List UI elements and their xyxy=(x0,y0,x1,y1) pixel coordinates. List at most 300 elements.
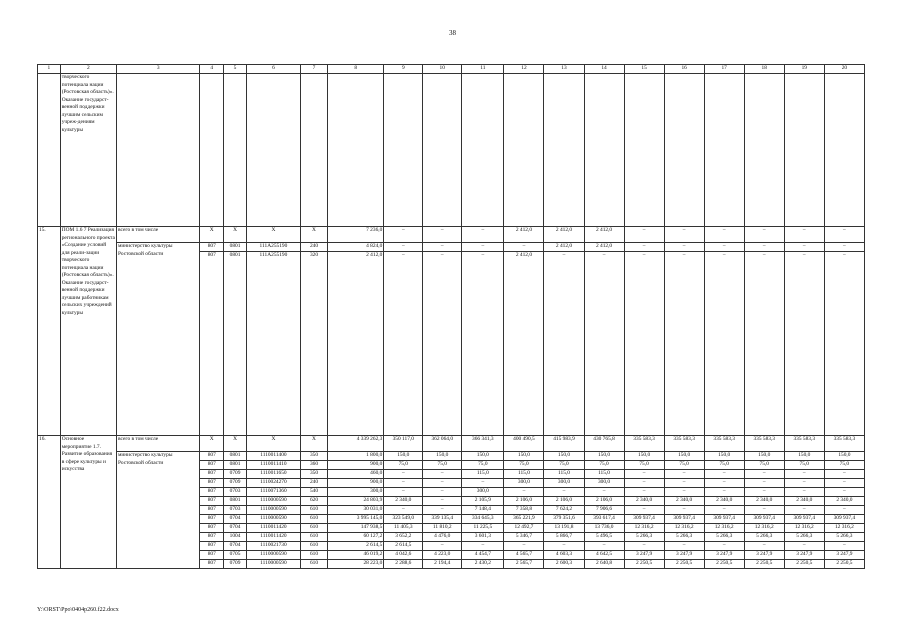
value-cell: – xyxy=(824,243,864,252)
code-cell: 0704 xyxy=(224,542,247,551)
value-cell: 115,0 xyxy=(544,470,584,479)
value-cell: – xyxy=(824,470,864,479)
code-cell: 610 xyxy=(300,560,327,569)
value-cell: – xyxy=(664,479,704,488)
code-cell: 807 xyxy=(200,452,224,461)
value-cell: 415 983,9 xyxy=(544,436,584,452)
value-cell: 335 583,3 xyxy=(784,436,824,452)
value-cell: 379 351,6 xyxy=(544,515,584,524)
code-cell: 240 xyxy=(300,479,327,488)
value-cell: 2 250,5 xyxy=(784,560,824,569)
column-header: 9 xyxy=(384,65,423,74)
code-cell: 1110000590 xyxy=(246,506,300,515)
column-header: 4 xyxy=(200,65,224,74)
value-cell: – xyxy=(784,506,824,515)
column-header: 3 xyxy=(117,65,200,74)
value-cell: 12 316,2 xyxy=(664,524,704,533)
value-cell: – xyxy=(504,542,544,551)
code-cell: 350 xyxy=(300,470,327,479)
value-cell: – xyxy=(824,252,864,436)
value-cell: 2 614,5 xyxy=(384,542,423,551)
value-cell: 2 106,0 xyxy=(544,497,584,506)
code-cell: 807 xyxy=(200,542,224,551)
value-cell: – xyxy=(784,252,824,436)
value-cell: – xyxy=(824,479,864,488)
value-cell: – xyxy=(784,243,824,252)
code-cell: 610 xyxy=(300,542,327,551)
code-cell: 807 xyxy=(200,488,224,497)
executor-ministry: министерство культуры Ростовской области xyxy=(117,243,200,436)
code-cell: X xyxy=(224,436,247,452)
value-cell: 7 236,0 xyxy=(328,227,384,243)
value-cell: 2 340,0 xyxy=(824,497,864,506)
value-cell: – xyxy=(384,479,423,488)
value-cell: 75,0 xyxy=(462,461,504,470)
value-cell: – xyxy=(384,470,423,479)
value-cell: – xyxy=(664,252,704,436)
value-cell: 339 135,4 xyxy=(423,515,462,524)
value-cell: 75,0 xyxy=(624,461,664,470)
value-cell: 4 042,6 xyxy=(384,551,423,560)
code-cell: 1110000590 xyxy=(246,551,300,560)
value-cell: 5 266,3 xyxy=(744,533,784,542)
value-cell: – xyxy=(784,479,824,488)
value-cell: 323 549,0 xyxy=(384,515,423,524)
value-cell: 12 316,2 xyxy=(704,524,744,533)
value-cell: 75,0 xyxy=(744,461,784,470)
value-cell: 5 266,3 xyxy=(824,533,864,542)
code-cell: 1110011400 xyxy=(246,452,300,461)
code-cell: 610 xyxy=(300,524,327,533)
code-cell: 240 xyxy=(300,243,327,252)
value-cell: – xyxy=(462,243,504,252)
value-cell: – xyxy=(384,243,423,252)
value-cell: – xyxy=(784,542,824,551)
code-cell: 350 xyxy=(300,452,327,461)
value-cell: 335 583,3 xyxy=(744,436,784,452)
code-cell: 0703 xyxy=(224,488,247,497)
value-cell: – xyxy=(584,542,624,551)
value-cell: 75,0 xyxy=(824,461,864,470)
value-cell: 2 340,0 xyxy=(624,497,664,506)
column-header: 20 xyxy=(824,65,864,74)
value-cell: 2 412,0 xyxy=(544,227,584,243)
value-cell: 2 412,0 xyxy=(544,243,584,252)
value-cell: 13 736,0 xyxy=(584,524,624,533)
column-header: 13 xyxy=(544,65,584,74)
value-cell: 12 316,2 xyxy=(824,524,864,533)
value-cell: 393 617,4 xyxy=(584,515,624,524)
code-cell: 1110000590 xyxy=(246,515,300,524)
empty-cell xyxy=(300,74,327,227)
row-total xyxy=(38,227,865,243)
value-cell: 335 583,3 xyxy=(824,436,864,452)
column-header: 10 xyxy=(423,65,462,74)
value-cell: – xyxy=(744,470,784,479)
column-header: 17 xyxy=(704,65,744,74)
value-cell: 309 937,4 xyxy=(784,515,824,524)
value-cell: – xyxy=(384,227,423,243)
footer-file-path: Y:\ORST\Ppo\0404p260.f22.docx xyxy=(37,607,119,613)
value-cell: 4 824,0 xyxy=(328,243,384,252)
value-cell: 300,0 xyxy=(544,479,584,488)
value-cell: 2 250,5 xyxy=(704,560,744,569)
value-cell: 150,0 xyxy=(624,452,664,461)
value-cell: 2 640,8 xyxy=(584,560,624,569)
value-cell: – xyxy=(423,470,462,479)
code-cell: 1110011650 xyxy=(246,470,300,479)
value-cell: 309 937,4 xyxy=(824,515,864,524)
value-cell: 2 412,0 xyxy=(504,227,544,243)
column-header: 5 xyxy=(224,65,247,74)
value-cell: 12 316,2 xyxy=(784,524,824,533)
value-cell: 75,0 xyxy=(584,461,624,470)
value-cell: 3 652,2 xyxy=(384,533,423,542)
code-cell: 610 xyxy=(300,533,327,542)
value-cell: 3 247,9 xyxy=(784,551,824,560)
value-cell: 7 148,4 xyxy=(462,506,504,515)
value-cell: 335 583,3 xyxy=(704,436,744,452)
code-cell: 620 xyxy=(300,497,327,506)
value-cell: 5 866,7 xyxy=(544,533,584,542)
value-cell: 2 412,0 xyxy=(328,252,384,436)
empty-cell xyxy=(784,74,824,227)
value-cell: 335 583,3 xyxy=(624,436,664,452)
value-cell: 30 031,0 xyxy=(328,506,384,515)
value-cell: – xyxy=(384,488,423,497)
column-header: 8 xyxy=(328,65,384,74)
column-header: 19 xyxy=(784,65,824,74)
code-cell: 807 xyxy=(200,515,224,524)
value-cell: 3 247,9 xyxy=(704,551,744,560)
empty-cell xyxy=(246,74,300,227)
value-cell: – xyxy=(423,506,462,515)
value-cell: 75,0 xyxy=(504,461,544,470)
value-cell: – xyxy=(544,542,584,551)
value-cell: 3 247,9 xyxy=(824,551,864,560)
code-cell: 610 xyxy=(300,515,327,524)
value-cell: 150,0 xyxy=(423,452,462,461)
code-cell: X xyxy=(300,436,327,452)
value-cell: 900,0 xyxy=(328,479,384,488)
value-cell: 309 937,4 xyxy=(704,515,744,524)
column-header: 1 xyxy=(38,65,61,74)
value-cell: – xyxy=(744,227,784,243)
value-cell: 150,0 xyxy=(664,452,704,461)
value-cell: 150,0 xyxy=(544,452,584,461)
code-cell: 807 xyxy=(200,470,224,479)
row-total xyxy=(38,436,865,452)
value-cell: – xyxy=(704,479,744,488)
value-cell: – xyxy=(824,488,864,497)
value-cell: 5 266,3 xyxy=(704,533,744,542)
code-cell: 610 xyxy=(300,551,327,560)
value-cell: 2 565,7 xyxy=(504,560,544,569)
value-cell: 3 247,9 xyxy=(624,551,664,560)
code-cell: 1110000590 xyxy=(246,497,300,506)
value-cell: 2 340,0 xyxy=(744,497,784,506)
value-cell: – xyxy=(704,488,744,497)
empty-cell xyxy=(544,74,584,227)
value-cell: 2 106,0 xyxy=(584,497,624,506)
value-cell: 3 247,9 xyxy=(664,551,704,560)
value-cell: 75,0 xyxy=(664,461,704,470)
executor-total: всего в том числе xyxy=(117,227,200,243)
value-cell: 2 250,5 xyxy=(744,560,784,569)
code-cell: 1004 xyxy=(224,533,247,542)
code-cell: 1110071360 xyxy=(246,488,300,497)
value-cell: – xyxy=(462,479,504,488)
value-cell: 4 223,0 xyxy=(423,551,462,560)
value-cell: 4 454,7 xyxy=(462,551,504,560)
value-cell: – xyxy=(664,488,704,497)
code-cell: X xyxy=(300,227,327,243)
value-cell: 2 340,0 xyxy=(384,497,423,506)
code-cell: 0801 xyxy=(224,252,247,436)
code-cell: 540 xyxy=(300,488,327,497)
value-cell: – xyxy=(704,542,744,551)
code-cell: 1110011420 xyxy=(246,524,300,533)
value-cell: 3 247,9 xyxy=(744,551,784,560)
value-cell: – xyxy=(624,252,664,436)
value-cell: – xyxy=(704,252,744,436)
value-cell: 334 645,3 xyxy=(462,515,504,524)
code-cell: 807 xyxy=(200,533,224,542)
code-cell: 807 xyxy=(200,252,224,436)
column-header: 14 xyxy=(584,65,624,74)
value-cell: 2 288,6 xyxy=(384,560,423,569)
value-cell: – xyxy=(784,488,824,497)
value-cell: 2 430,2 xyxy=(462,560,504,569)
value-cell: 5 266,3 xyxy=(664,533,704,542)
value-cell: 11 405,3 xyxy=(384,524,423,533)
code-cell: 0705 xyxy=(224,551,247,560)
value-cell: – xyxy=(744,542,784,551)
value-cell: – xyxy=(824,542,864,551)
value-cell: 3 601,3 xyxy=(462,533,504,542)
value-cell: – xyxy=(704,506,744,515)
value-cell: – xyxy=(423,227,462,243)
value-cell: 335 583,3 xyxy=(664,436,704,452)
value-cell: 7 624,2 xyxy=(544,506,584,515)
code-cell: 0801 xyxy=(224,461,247,470)
code-cell: X xyxy=(246,227,300,243)
value-cell: 309 937,4 xyxy=(664,515,704,524)
column-header: 11 xyxy=(462,65,504,74)
code-cell: 807 xyxy=(200,479,224,488)
column-number-row xyxy=(38,65,865,74)
code-cell: 807 xyxy=(200,506,224,515)
value-cell: 900,0 xyxy=(328,461,384,470)
value-cell: – xyxy=(423,497,462,506)
code-cell: X xyxy=(200,227,224,243)
code-cell: 807 xyxy=(200,497,224,506)
value-cell: – xyxy=(384,506,423,515)
value-cell: – xyxy=(462,542,504,551)
value-cell: – xyxy=(423,488,462,497)
empty-cell xyxy=(462,74,504,227)
code-cell: 807 xyxy=(200,461,224,470)
value-cell: 13 191,8 xyxy=(544,524,584,533)
value-cell: – xyxy=(584,488,624,497)
value-cell: – xyxy=(584,252,624,436)
code-cell: 1110000590 xyxy=(246,560,300,569)
value-cell: 75,0 xyxy=(423,461,462,470)
value-cell: 5 496,5 xyxy=(584,533,624,542)
value-cell: 2 412,0 xyxy=(584,227,624,243)
value-cell: – xyxy=(704,227,744,243)
budget-table xyxy=(37,64,865,569)
value-cell: – xyxy=(744,243,784,252)
empty-cell xyxy=(423,74,462,227)
value-cell: 2 412,0 xyxy=(584,243,624,252)
empty-cell xyxy=(824,74,864,227)
code-cell: 111A255190 xyxy=(246,252,300,436)
value-cell: – xyxy=(384,252,423,436)
value-cell: 7 358,8 xyxy=(504,506,544,515)
code-cell: X xyxy=(224,227,247,243)
value-cell: 12 316,2 xyxy=(744,524,784,533)
value-cell: 2 340,0 xyxy=(704,497,744,506)
code-cell: 360 xyxy=(300,461,327,470)
value-cell: – xyxy=(504,243,544,252)
value-cell: – xyxy=(462,227,504,243)
value-cell: 2 340,0 xyxy=(664,497,704,506)
value-cell: – xyxy=(423,252,462,436)
empty-cell xyxy=(224,74,247,227)
empty-cell xyxy=(384,74,423,227)
row-name-continued: творческого потенциала нации (Ростовская область)». Оказание государст-венной поддержки лучшим сельским учреж-дениям культуры xyxy=(60,74,116,227)
empty-cell xyxy=(200,74,224,227)
value-cell: 365 221,9 xyxy=(504,515,544,524)
page-number: 38 xyxy=(449,29,456,37)
value-cell: – xyxy=(664,243,704,252)
value-cell: – xyxy=(624,227,664,243)
value-cell: – xyxy=(624,542,664,551)
code-cell: 1110011410 xyxy=(246,461,300,470)
value-cell: 2 194,4 xyxy=(423,560,462,569)
row-number: 16. xyxy=(38,436,61,569)
value-cell: 7 906,6 xyxy=(584,506,624,515)
column-header: 12 xyxy=(504,65,544,74)
value-cell: 309 937,4 xyxy=(744,515,784,524)
value-cell: – xyxy=(423,479,462,488)
code-cell: 1110011420 xyxy=(246,533,300,542)
code-cell: 0801 xyxy=(224,497,247,506)
value-cell: 300,0 xyxy=(584,479,624,488)
value-cell: – xyxy=(744,506,784,515)
column-header: 2 xyxy=(60,65,116,74)
column-header: 18 xyxy=(744,65,784,74)
value-cell: 115,0 xyxy=(462,470,504,479)
value-cell: 5 346,7 xyxy=(504,533,544,542)
value-cell: 4 565,7 xyxy=(504,551,544,560)
code-cell: 0703 xyxy=(224,506,247,515)
value-cell: – xyxy=(544,252,584,436)
value-cell: 2 106,0 xyxy=(504,497,544,506)
value-cell: 400 490,5 xyxy=(504,436,544,452)
code-cell: 807 xyxy=(200,243,224,252)
code-cell: 0709 xyxy=(224,560,247,569)
value-cell: – xyxy=(744,252,784,436)
value-cell: 150,0 xyxy=(584,452,624,461)
empty-cell xyxy=(704,74,744,227)
code-cell: 111A255190 xyxy=(246,243,300,252)
value-cell: – xyxy=(664,542,704,551)
value-cell: 150,0 xyxy=(824,452,864,461)
value-cell: – xyxy=(544,488,584,497)
empty-cell xyxy=(504,74,544,227)
code-cell: X xyxy=(246,436,300,452)
value-cell: 4 603,3 xyxy=(544,551,584,560)
value-cell: – xyxy=(423,243,462,252)
value-cell: 75,0 xyxy=(384,461,423,470)
value-cell: 150,0 xyxy=(384,452,423,461)
code-cell: 807 xyxy=(200,551,224,560)
value-cell: – xyxy=(423,542,462,551)
value-cell: 75,0 xyxy=(784,461,824,470)
value-cell: 147 938,5 xyxy=(328,524,384,533)
empty-cell xyxy=(117,74,200,227)
value-cell: 46 019,2 xyxy=(328,551,384,560)
value-cell: – xyxy=(504,488,544,497)
value-cell: – xyxy=(704,470,744,479)
empty-cell xyxy=(328,74,384,227)
value-cell: – xyxy=(744,488,784,497)
empty-cell xyxy=(624,74,664,227)
value-cell: 2 614,5 xyxy=(328,542,384,551)
value-cell: 2 250,5 xyxy=(664,560,704,569)
value-cell: – xyxy=(664,470,704,479)
code-cell: 320 xyxy=(300,252,327,436)
measure-name: ПОМ 1.6 7 Реализация регионального проекта «Создание условий для реали-зации творческого потенциала нации (Ростовская область)». Оказание государст-венной поддержки лучшим работникам сельских учреждений культуры xyxy=(60,227,116,436)
value-cell: 24 803,9 xyxy=(328,497,384,506)
value-cell: 4 642,5 xyxy=(584,551,624,560)
code-cell: 1110021730 xyxy=(246,542,300,551)
continuation-row xyxy=(38,74,865,227)
value-cell: – xyxy=(664,227,704,243)
value-cell: 12 492,7 xyxy=(504,524,544,533)
measure-name: Основное мероприятие 1.7. Развитие образования в сфере культуры и искусства xyxy=(60,436,116,569)
value-cell: 350 117,0 xyxy=(384,436,423,452)
value-cell: 5 266,3 xyxy=(784,533,824,542)
value-cell: – xyxy=(624,506,664,515)
value-cell: 150,0 xyxy=(784,452,824,461)
value-cell: – xyxy=(624,243,664,252)
value-cell: 430 765,8 xyxy=(584,436,624,452)
value-cell: 4 476,0 xyxy=(423,533,462,542)
value-cell: 366 341,3 xyxy=(462,436,504,452)
empty-cell xyxy=(744,74,784,227)
code-cell: 0709 xyxy=(224,470,247,479)
value-cell: 2 105,9 xyxy=(462,497,504,506)
code-cell: 807 xyxy=(200,524,224,533)
value-cell: 2 412,0 xyxy=(504,252,544,436)
code-cell: 807 xyxy=(200,560,224,569)
value-cell: 2 340,0 xyxy=(784,497,824,506)
value-cell: 11 225,5 xyxy=(462,524,504,533)
empty-cell xyxy=(38,74,61,227)
value-cell: 2 250,5 xyxy=(624,560,664,569)
value-cell: – xyxy=(744,479,784,488)
value-cell: – xyxy=(784,227,824,243)
column-header: 16 xyxy=(664,65,704,74)
value-cell: – xyxy=(824,227,864,243)
value-cell: – xyxy=(784,470,824,479)
code-cell: 0801 xyxy=(224,243,247,252)
value-cell: 5 266,3 xyxy=(624,533,664,542)
value-cell: 2 600,3 xyxy=(544,560,584,569)
